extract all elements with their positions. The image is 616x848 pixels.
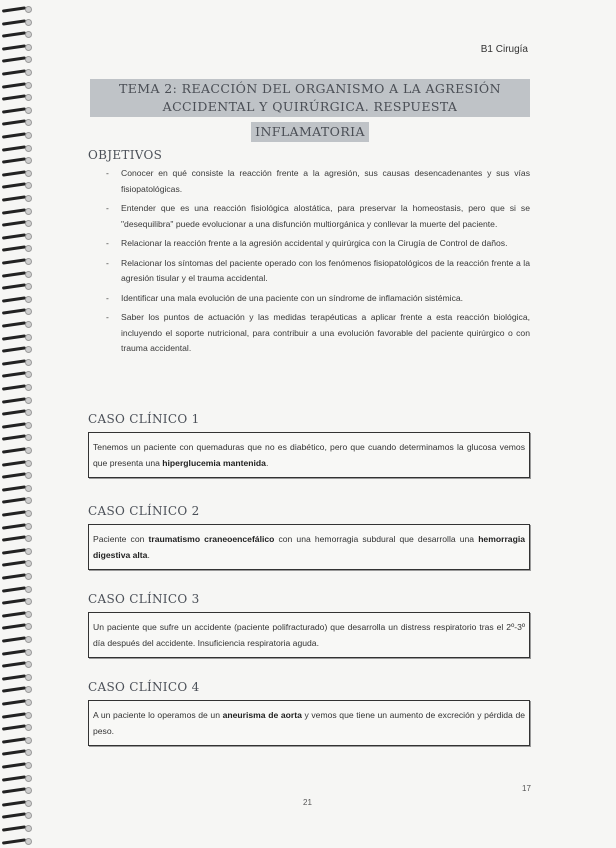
spiral-coil	[2, 132, 32, 138]
case-1-box: Tenemos un paciente con quemaduras que no es diabético, pero que cuando determinamos la glucosa vemos que presenta una hiperglucemia mantenida.	[88, 432, 530, 478]
case-4-box: A un paciente lo operamos de un aneurisma de aorta y vemos que tiene un aumento de excreción y pérdida de peso.	[88, 700, 530, 746]
page-title	[90, 79, 530, 142]
spiral-coil	[2, 145, 32, 151]
spiral-coil	[2, 775, 32, 781]
objective-item: - Conocer en qué consiste la reacción frente a la agresión, sus causas desencadenantes y sus vías fisiopatológicas.	[106, 168, 530, 194]
spiral-coil	[2, 724, 32, 730]
spiral-coil	[2, 762, 32, 768]
spiral-coil	[2, 397, 32, 403]
spiral-coil	[2, 283, 32, 289]
spiral-coil	[2, 447, 32, 453]
spiral-coil	[2, 296, 32, 302]
spiral-coil	[2, 157, 32, 163]
spiral-coil	[2, 573, 32, 579]
objective-item: - Identificar una mala evolución de una paciente con un síndrome de inflamación sistémica.	[90, 291, 530, 307]
spiral-coil	[2, 69, 32, 75]
spiral-coil	[2, 346, 32, 352]
spiral-coil	[2, 749, 32, 755]
spiral-coil	[2, 44, 32, 50]
spiral-coil	[2, 31, 32, 37]
spiral-coil	[2, 460, 32, 466]
spiral-coil	[2, 308, 32, 314]
spiral-coil	[2, 182, 32, 188]
spiral-coil	[2, 598, 32, 604]
case-4-bold: aneurisma de aorta	[222, 710, 302, 720]
spiral-coil	[2, 712, 32, 718]
spiral-coil	[2, 686, 32, 692]
dash-icon: -	[106, 292, 109, 303]
spiral-coil	[2, 838, 32, 844]
spiral-coil	[2, 82, 32, 88]
objective-item: - Relacionar la reacción frente a la agresión accidental y quirúrgica con la Cirugía de Control de daños.	[90, 236, 530, 252]
spiral-coil	[2, 233, 32, 239]
spiral-coil	[2, 636, 32, 642]
spiral-coil	[2, 787, 32, 793]
objectives-list	[90, 166, 530, 361]
spiral-coil	[2, 586, 32, 592]
spiral-coil	[2, 384, 32, 390]
spiral-coil	[2, 6, 32, 12]
spiral-coil	[2, 812, 32, 818]
spiral-coil	[2, 548, 32, 554]
spiral-coil	[2, 535, 32, 541]
spiral-coil	[2, 699, 32, 705]
spiral-coil	[2, 737, 32, 743]
page-number-right: 17	[522, 784, 531, 793]
spiral-coil	[2, 825, 32, 831]
spiral-coil	[2, 661, 32, 667]
spiral-coil	[2, 472, 32, 478]
case-1-bold: hiperglucemia mantenida	[162, 458, 266, 468]
spiral-coil	[2, 510, 32, 516]
spiral-coil	[2, 170, 32, 176]
case-2-box: Paciente con traumatismo craneoencefálico con una hemorragia subdural que desarrolla una hemorragia digestiva alta.	[88, 524, 530, 570]
subject-label: B1 Cirugía	[480, 44, 528, 55]
objective-item: - Saber los puntos de actuación y las medidas terapéuticas a aplicar frente a esta reacción biológica, incluyendo el soporte nutricional, para contribuir a una evolución favorable del paciente quirúrgico o con trauma accidental.	[106, 312, 530, 353]
spiral-coil	[2, 19, 32, 25]
spiral-coil	[2, 409, 32, 415]
title-line-2: INFLAMATORIA	[251, 122, 369, 142]
spiral-coil	[2, 485, 32, 491]
spiral-coil	[2, 560, 32, 566]
case-2-heading: CASO CLÍNICO 2	[88, 504, 200, 518]
spiral-coil	[2, 434, 32, 440]
case-4-heading: CASO CLÍNICO 4	[88, 680, 200, 694]
spiral-coil	[2, 674, 32, 680]
spiral-coil	[2, 56, 32, 62]
spiral-coil	[2, 195, 32, 201]
spiral-coil	[2, 258, 32, 264]
spiral-coil	[2, 334, 32, 340]
dash-icon: -	[106, 257, 109, 268]
spiral-coil	[2, 107, 32, 113]
dash-icon: -	[106, 238, 109, 248]
page-number-center: 21	[303, 798, 312, 807]
case-2-bold-2: hemorragia digestiva alta	[93, 534, 525, 560]
spiral-coil	[2, 208, 32, 214]
spiral-coil	[2, 497, 32, 503]
spiral-coil	[2, 523, 32, 529]
spiral-coil	[2, 271, 32, 277]
dash-icon: -	[106, 203, 109, 213]
spiral-coil	[2, 245, 32, 251]
spiral-coil	[2, 611, 32, 617]
dash-icon: -	[106, 312, 109, 322]
spiral-coil	[2, 649, 32, 655]
spiral-coil	[2, 220, 32, 226]
spiral-coil	[2, 422, 32, 428]
objective-item: - Entender que es una reacción fisiológica alostática, para preservar la homeostasis, pero que si se "desequilibra" puede evolucionar a una disfunción multiorgánica y conllevar la muerte del paciente.	[106, 203, 530, 229]
case-3-box: Un paciente que sufre un accidente (paciente polifracturado) que desarrolla un distress respiratorio tras el 2º-3º día después del accidente. Insuficiencia respiratoria aguda.	[88, 612, 530, 658]
case-3-heading: CASO CLÍNICO 3	[88, 592, 200, 606]
spiral-coil	[2, 623, 32, 629]
case-2-bold-1: traumatismo craneoencefálico	[148, 534, 275, 544]
spiral-binding	[0, 0, 34, 848]
title-line-1: TEMA 2: REACCIÓN DEL ORGANISMO A LA AGRESIÓN ACCIDENTAL Y QUIRÚRGICA. RESPUESTA	[90, 79, 530, 117]
spiral-coil	[2, 800, 32, 806]
spiral-coil	[2, 371, 32, 377]
dash-icon: -	[106, 168, 109, 178]
spiral-coil	[2, 119, 32, 125]
objective-item: - Relacionar los síntomas del paciente operado con los fenómenos fisiopatológicos de la reacción frente a la agresión tisular y el trauma accidental.	[106, 257, 530, 283]
spiral-coil	[2, 94, 32, 100]
spiral-coil	[2, 359, 32, 365]
spiral-coil	[2, 321, 32, 327]
case-1-heading: CASO CLÍNICO 1	[88, 412, 200, 426]
objectives-heading: OBJETIVOS	[88, 148, 163, 162]
